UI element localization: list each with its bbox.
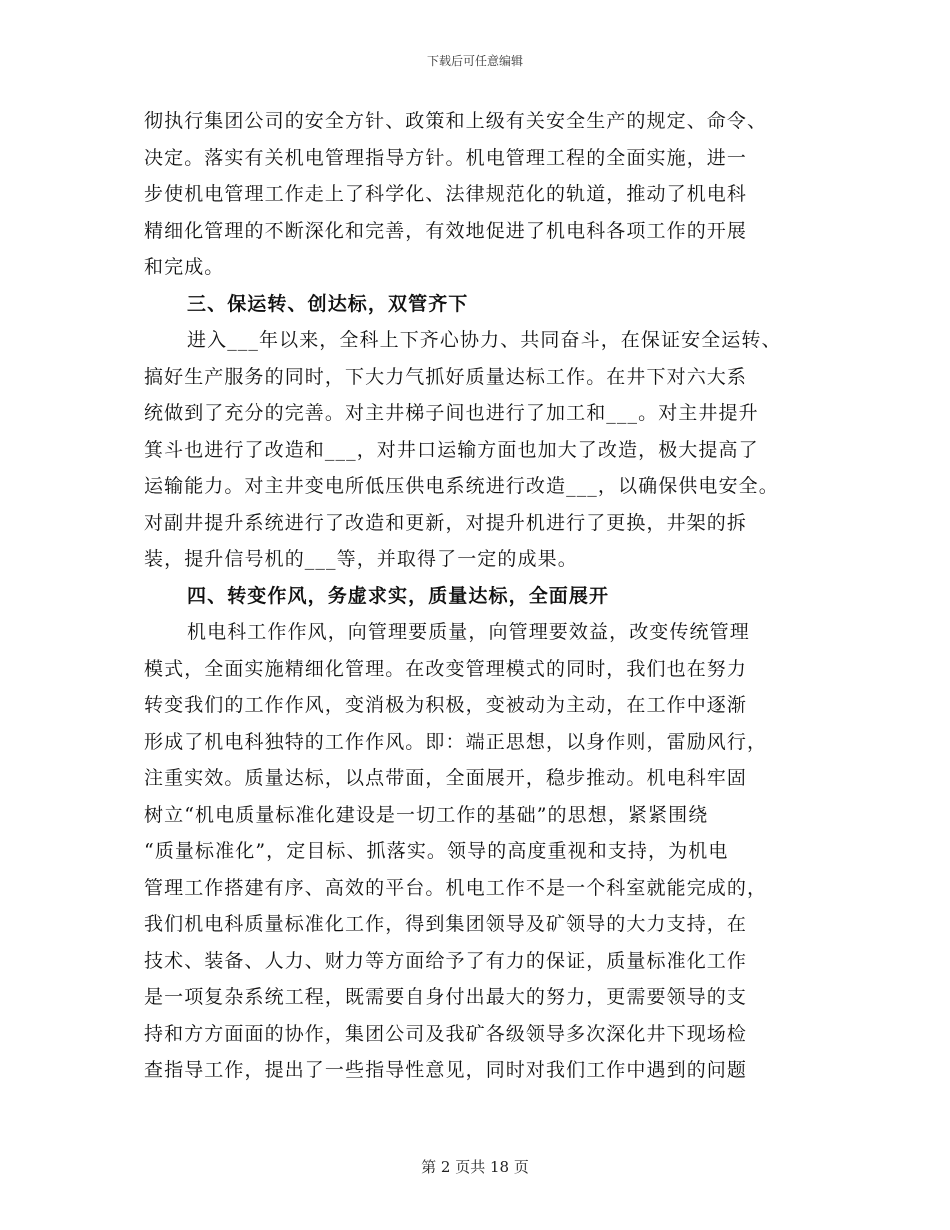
text-line: 进入___年以来，全科上下齐心协力、共同奋斗，在保证安全运转、 [187, 329, 782, 351]
page-header: 下载后可任意编辑 [426, 54, 523, 68]
text-line: 注重实效。质量达标，以点带面，全面展开，稳步推动。机电科牢固 [144, 767, 748, 789]
text-line: 持和方方面面的协作，集团公司及我矿各级领导多次深化井下现场检 [144, 1022, 748, 1045]
text-line: 技术、装备、人力、财力等方面给予了有力的保证，质量标准化工作 [144, 949, 748, 972]
text-line: 查指导工作，提出了一些指导性意见，同时对我们工作中遇到的问题 [144, 1059, 748, 1081]
text-line: 彻执行集团公司的安全方针、政策和上级有关安全生产的规定、命令、 [144, 110, 768, 132]
text-line: 我们机电科质量标准化工作，得到集团领导及矿领导的大力支持，在 [144, 913, 748, 935]
text-line: 运输能力。对主井变电所低压供电系统进行改造___，以确保供电安全。 [144, 475, 779, 497]
text-line: 是一项复杂系统工程，既需要自身付出最大的努力，更需要领导的支 [144, 986, 748, 1008]
text-line: 转变我们的工作作风，变消极为积极，变被动为主动，在工作中逐渐 [144, 694, 748, 716]
section-heading: 四、转变作风，务虚求实，质量达标，全面展开 [187, 584, 610, 607]
document-body [144, 103, 804, 1089]
text-line: 搞好生产服务的同时，下大力气抓好质量达标工作。在井下对六大系 [144, 365, 748, 388]
text-line: 装，提升信号机的___等，并取得了一定的成果。 [144, 548, 578, 570]
text-line: 管理工作搭建有序、高效的平台。机电工作不是一个科室就能完成的， [144, 876, 768, 899]
text-line: 决定。落实有关机电管理指导方针。机电管理工程的全面实施，进一 [144, 146, 748, 169]
text-line: 机电科工作作风，向管理要质量，向管理要效益，改变传统管理 [187, 621, 750, 643]
text-line: 箕斗也进行了改造和___，对井口运输方面也加大了改造，极大提高了 [144, 438, 759, 461]
text-line: 形成了机电科独特的工作作风。即：端正思想，以身作则，雷励风行， [144, 730, 768, 753]
text-line: 和完成。 [144, 256, 225, 278]
text-line: 统做到了充分的完善。对主井梯子间也进行了加工和___。对主井提升 [144, 402, 759, 424]
section-heading: 三、保运转、创达标，双管齐下 [187, 292, 469, 315]
text-line: 模式，全面实施精细化管理。在改变管理模式的同时，我们也在努力 [144, 657, 748, 680]
text-line: 精细化管理的不断深化和完善，有效地促进了机电科各项工作的开展 [144, 219, 748, 242]
text-line: “质量标准化”，定目标、抓落实。领导的高度重视和支持，为机电 [144, 840, 729, 862]
page-footer: 第 2 页共 18 页 [421, 1158, 529, 1176]
text-line: 对副井提升系统进行了改造和更新，对提升机进行了更换，井架的拆 [144, 511, 748, 534]
text-line: 步使机电管理工作走上了科学化、法律规范化的轨道，推动了机电科 [144, 183, 748, 205]
text-line: 树立“机电质量标准化建设是一切工作的基础”的思想，紧紧围绕 [144, 803, 709, 826]
